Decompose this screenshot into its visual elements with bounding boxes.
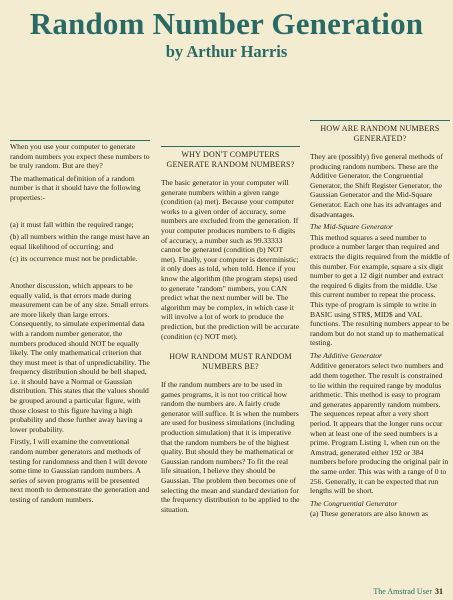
column-2 <box>161 150 300 517</box>
section-heading: HOW ARE RANDOM NUMBERS GENERATED? <box>320 124 440 143</box>
paragraph: The basic generator in your computer will generate numbers within a given range (condition (a) met). Because your computer works to a given order of accuracy, some numbers are excluded from the generation. If your computer produces numbers to 6 digits of accuracy, a number such as 99.33333 cannot be generated (condition (b) NOT met). Finally, your computer is deterministic; it only does as told, when told. Hence if you know the algorithm (the program steps) used to generate "random" numbers, you CAN predict what the next number will be. The algorithm may be complex, in which case it will involve a lot of work to produce the prediction, but the prediction will be accurate (condition (c) NOT met). <box>161 178 300 341</box>
page-number: 31 <box>435 587 443 596</box>
paragraph: Firstly, I will examine the conventional random number generators and methods of testing for randomness and then I will devote some time to Gaussian random numbers. A series of seven programs will be presented next month to demonstrate the generation and testing of random numbers. <box>10 437 150 504</box>
column-rule <box>310 120 450 121</box>
section-heading: WHY DON'T COMPUTERS GENERATE RANDOM NUMBERS? <box>166 150 295 169</box>
column-rule <box>161 146 300 147</box>
page-footer <box>373 587 443 596</box>
magazine-name: The Amstrad User <box>373 587 432 596</box>
column-3 <box>310 124 450 522</box>
column-1 <box>10 142 150 508</box>
paragraph: (a) These generators are also known as <box>310 509 428 519</box>
paragraph: This method squares a seed number to produce a number larger than required and extracts the digits required from the middle of this number. For example, square a six digit number to get a 12 digit number and extract the required 6 digits from the middle. Use this current number to repeat the process. This type of program is simple to write in BASIC using STR$, MID$ and VAL functions. The resulting numbers appear to be random but do not stand up to mathematical testing. <box>310 232 450 348</box>
subheading: The Additive Generator <box>310 350 382 360</box>
article-title: Random Number Generation <box>29 6 424 41</box>
section-heading: HOW RANDOM MUST RANDOM NUMBERS BE? <box>169 352 292 372</box>
subheading: The Congruential Generator <box>310 498 398 508</box>
column-rule <box>10 140 150 141</box>
paragraph: When you use your computer to generate random numbers you expect these numbers to be truly random. But are they? <box>10 142 150 171</box>
paragraph: Another discussion, which appears to be equally valid, is that errors made during measurement can be of any size. Small errors are more likely than large errors. Consequently, to simulate experimental data with a random number generator, the numbers produced should NOT be equally likely. The only mathematical criterion that they must meet is that of unpredictability. The frequency distribution should be bell shaped, i.e. it should have a Normal or Gaussian distribution. This states that the values should be grouped around a particular figure, with those closest to this figure having a high probability and those further away having a lower probability. <box>10 280 150 434</box>
paragraph: The mathematical definition of a random number is that it should have the following properties:- <box>10 173 141 202</box>
article-byline: by Arthur Harris <box>165 42 288 61</box>
list-item: (c) its occurrence must not be predictable. <box>10 254 138 264</box>
paragraph: If the random numbers are to be used in games programs, it is not too critical how random the numbers are. A fairly crude generator will suffice. It is when the numbers are used for business simulations (including production simulation) that it is imperative that the random numbers be of the highest quality. But should they be mathematical or Gaussian random numbers? To fit the real life situation, I believe they should be Gaussian. The problem then becomes one of selecting the mean and standard deviation for the frequency distribution to be applied to the situation. <box>161 380 300 514</box>
subheading: The Mid-Square Generator <box>310 222 393 232</box>
paragraph: They are (possibly) five general methods of producing random numbers. These are the Additive Generator, the Congruential Generator, the Shift Register Generator, the Gaussian Generator and the Mid-Square Generator. Each one has its advantages and disadvantages. <box>310 152 443 219</box>
list-item: (b) all numbers within the range must have an equal likelihood of occurring; and <box>10 232 150 251</box>
paragraph: Additive generators select two numbers and add them together. The result is constrained to lie within the required range by modulus arithmetic. This method is easy to program and generates apparently random numbers. The sequences repeat after a very short period. It appears that the longer runs occur when at least one of the seed numbers is a prime. Program Listing 1, when run on the Amstrad, generated either 192 or 384 numbers before producing the original pair in the same order. This was with a range of 0 to 256. Generally, it can be expected that run lengths will be short. <box>310 361 449 496</box>
list-item: (a) it must fall within the required range; <box>10 219 134 229</box>
